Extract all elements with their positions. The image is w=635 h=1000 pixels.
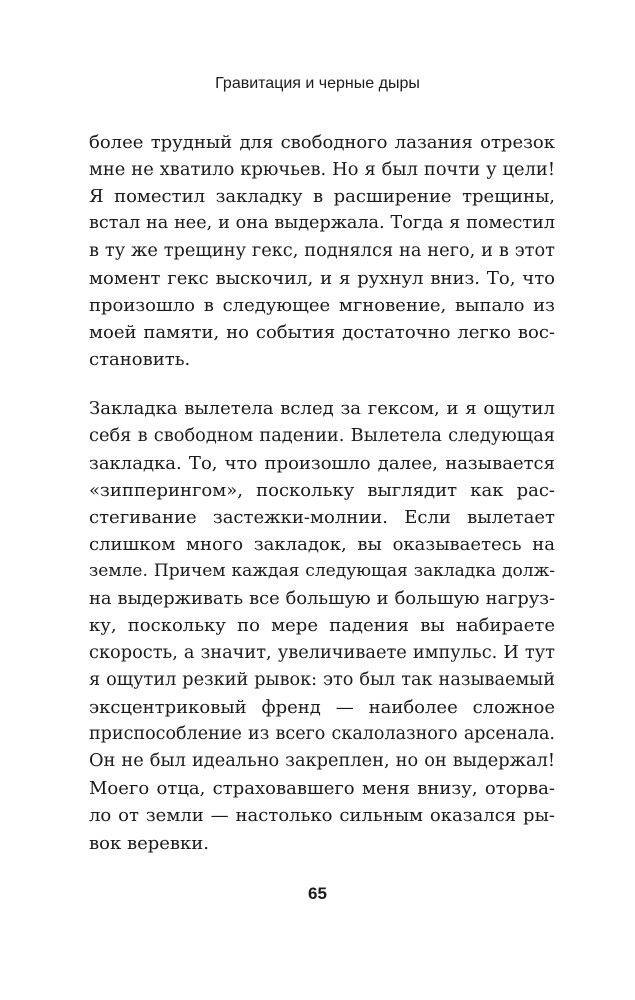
text-line: более трудный для свободного лазания отрезок — [89, 132, 555, 153]
text-line: в ту же трещину гекс, поднялся на него, и в этот — [89, 240, 555, 261]
text-line: приспособление из всего скалолазного арсенала. — [89, 723, 555, 744]
text-line: себя в свободном падении. Вылетела следующая — [89, 425, 555, 447]
text-line: закладка. То, что произошло далее, называется — [89, 452, 555, 474]
body-text — [89, 129, 555, 857]
page-number: 65 — [308, 884, 327, 903]
text-line: вок веревки. — [89, 832, 210, 854]
text-line: «зипперингом», поскольку выглядит как рас- — [89, 479, 555, 501]
text-line: момент гекс выскочил, и я рухнул вниз. То, что — [89, 267, 555, 289]
text-line: мне не хватило крючьев. Но я был почти у цели! — [89, 159, 555, 181]
text-line: становить. — [89, 349, 191, 371]
running-head: Гравитация и черные дыры — [215, 75, 420, 92]
text-line: произошло в следующее мгновение, выпало из — [89, 294, 555, 316]
text-line: Моего отца, страховавшего меня внизу, оторва- — [89, 778, 555, 800]
text-line: на выдерживать все большую и большую нагруз- — [89, 588, 555, 610]
text-line: Я поместил закладку в расширение трещины, — [89, 186, 555, 208]
text-line: Закладка вылетела вслед за гексом, и я ощутил — [89, 398, 555, 420]
text-line: земле. Причем каждая следующая закладка долж- — [89, 561, 555, 582]
text-line: эксцентриковый френд — наиболее сложное — [89, 696, 555, 718]
paragraph-1 — [89, 129, 555, 373]
text-line: моей памяти, но события достаточно легко вос- — [89, 321, 555, 343]
text-line: я ощутил резкий рывок: это был так называемый — [89, 669, 555, 690]
text-line: Он не был идеально закреплен, но он выдержал! — [89, 751, 555, 772]
text-line: стегивание застежки-молнии. Если вылетает — [89, 506, 555, 528]
text-line: скорость, а значит, увеличиваете импульс. И тут — [89, 642, 555, 663]
text-line: встал на нее, и она выдержала. Тогда я поместил — [89, 213, 555, 234]
text-line: ку, поскольку по мере падения вы набираете — [89, 615, 555, 637]
paragraph-2 — [89, 395, 555, 856]
text-line: ло от земли — настолько сильным оказался ры- — [89, 805, 555, 827]
text-line: слишком много закладок, вы оказываетесь на — [89, 533, 555, 555]
